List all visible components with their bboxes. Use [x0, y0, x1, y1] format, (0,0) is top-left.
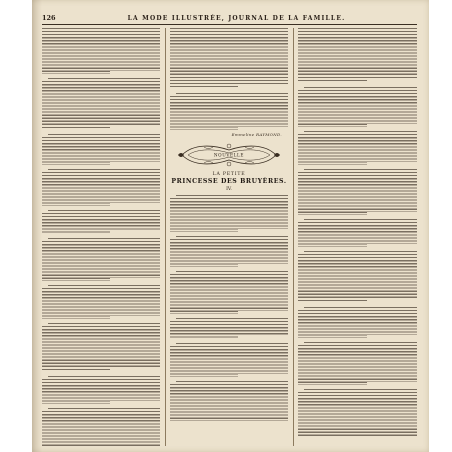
- paragraph: [170, 381, 288, 421]
- ornament-label: NOUVELLE: [213, 152, 245, 158]
- paragraph: [170, 93, 288, 130]
- paragraph: [170, 28, 288, 89]
- nouvelle-ornament: [174, 141, 284, 169]
- story-title: PRINCESSE DES BRUYÈRES.: [171, 178, 287, 185]
- column-3: [298, 28, 417, 446]
- page-header: [42, 12, 417, 24]
- paragraph: [42, 285, 160, 319]
- column-divider: [293, 28, 294, 446]
- paragraph: [42, 238, 160, 281]
- paragraph: [298, 342, 417, 385]
- column-divider: [165, 28, 166, 446]
- paragraph: [298, 28, 417, 83]
- paragraph: [42, 408, 160, 446]
- paragraph: [42, 169, 160, 206]
- author-signature: Emmeline RAYMOND.: [231, 132, 282, 137]
- running-title: LA MODE ILLUSTRÉE, JOURNAL DE LA FAMILLE.: [127, 14, 346, 22]
- paragraph: [170, 236, 288, 267]
- paragraph: [42, 134, 160, 165]
- paragraph: [298, 389, 417, 438]
- paragraph: [42, 78, 160, 130]
- newspaper-page: [32, 0, 429, 452]
- paragraph: [298, 251, 417, 303]
- chapter-number: IV.: [226, 187, 232, 192]
- paragraph: [298, 307, 417, 338]
- paragraph: [170, 195, 288, 232]
- binding-shadow: [32, 0, 42, 452]
- paragraph: [42, 210, 160, 234]
- header-rule: [42, 24, 417, 25]
- story-kicker: LA PETITE: [212, 172, 246, 177]
- column-1: [42, 28, 160, 446]
- paragraph: [170, 343, 288, 377]
- paragraph: [298, 131, 417, 165]
- paragraph: [298, 169, 417, 215]
- paragraph: [298, 219, 417, 247]
- paragraph: [170, 318, 288, 339]
- paragraph: [42, 376, 160, 404]
- paragraph: [42, 323, 160, 372]
- paragraph: [170, 271, 288, 314]
- page-number: 126: [42, 14, 56, 22]
- ornamental-frame-icon: [174, 141, 284, 169]
- paragraph: [298, 87, 417, 127]
- paragraph: [42, 28, 160, 74]
- column-2: [170, 28, 288, 446]
